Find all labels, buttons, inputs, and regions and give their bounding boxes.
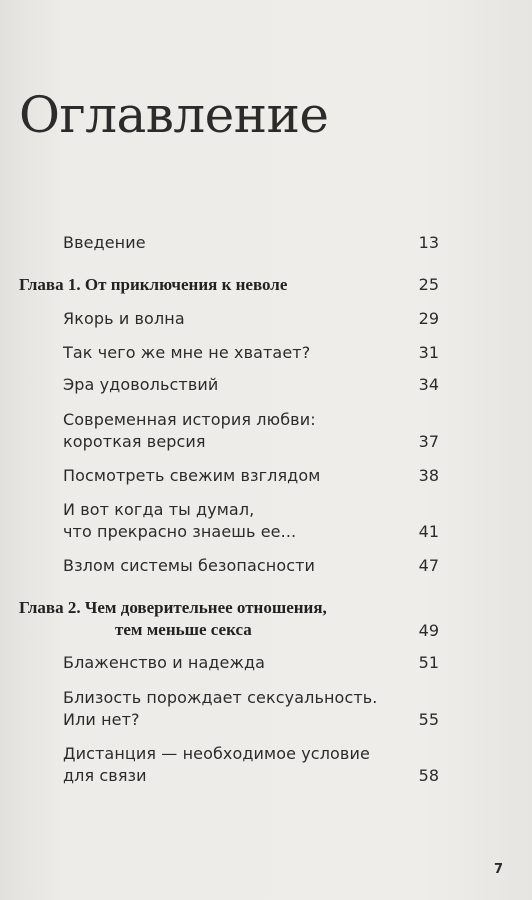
toc-chapter-2[interactable] <box>19 597 327 641</box>
toc-entry-label-line2: короткая версия <box>63 432 206 451</box>
toc-entry[interactable] <box>63 652 265 674</box>
toc-entry-introduction[interactable] <box>63 232 146 254</box>
toc-entry-label-line2: для связи <box>63 766 147 785</box>
toc-entry[interactable] <box>63 743 370 787</box>
toc-page-number: 37 <box>418 432 439 451</box>
toc-page-number: 34 <box>418 375 439 394</box>
toc-chapter-label-line2: тем меньше секса <box>115 620 252 639</box>
toc-entry[interactable] <box>63 342 310 364</box>
toc-page-number: 58 <box>418 766 439 785</box>
toc-page-number: 51 <box>418 653 439 672</box>
toc-entry[interactable] <box>63 499 296 543</box>
toc-page-number: 25 <box>418 275 439 294</box>
toc-entry[interactable] <box>63 555 315 577</box>
toc-entry-label-line2: Или нет? <box>63 710 140 729</box>
toc-page-number: 31 <box>418 343 439 362</box>
toc-entry-label: Посмотреть свежим взглядом <box>63 466 321 485</box>
toc-page-number: 13 <box>418 233 439 252</box>
page-number: 7 <box>494 862 504 877</box>
toc-entry-label-line1: Дистанция — необходимое условие <box>63 744 370 763</box>
toc-chapter-1[interactable] <box>19 274 287 296</box>
toc-page-number: 47 <box>418 556 439 575</box>
page-title: Оглавление <box>19 86 329 144</box>
toc-chapter-label-line1: Глава 2. Чем доверительнее отношения, <box>19 598 327 617</box>
toc-entry-label: Блаженство и надежда <box>63 653 266 672</box>
toc-page-number: 55 <box>418 710 439 729</box>
toc-entry[interactable] <box>63 374 218 396</box>
toc-page-number: 29 <box>418 309 439 328</box>
toc-entry-label: Так чего же мне не хватает? <box>63 343 311 362</box>
toc-entry-label: Эра удовольствий <box>63 375 219 394</box>
toc-entry-label-line1: И вот когда ты думал, <box>63 500 255 519</box>
toc-entry[interactable] <box>63 308 185 330</box>
toc-entry-label-line1: Близость порождает сексуальность. <box>63 688 378 707</box>
toc-entry-label-line1: Современная история любви: <box>63 410 316 429</box>
toc-entry[interactable] <box>63 465 320 487</box>
toc-entry-label: Введение <box>63 233 146 252</box>
toc-page-number: 49 <box>418 621 439 640</box>
toc-entry[interactable] <box>63 409 316 453</box>
toc-entry-label: Якорь и волна <box>63 309 185 328</box>
toc-entry-label-line2: что прекрасно знаешь ее... <box>63 522 297 541</box>
toc-entry[interactable] <box>63 687 377 731</box>
toc-entry-label: Взлом системы безопасности <box>63 556 316 575</box>
toc-page-number: 38 <box>418 466 439 485</box>
toc-page-number: 41 <box>418 522 439 541</box>
toc-chapter-label: Глава 1. От приключения к неволе <box>19 275 288 294</box>
